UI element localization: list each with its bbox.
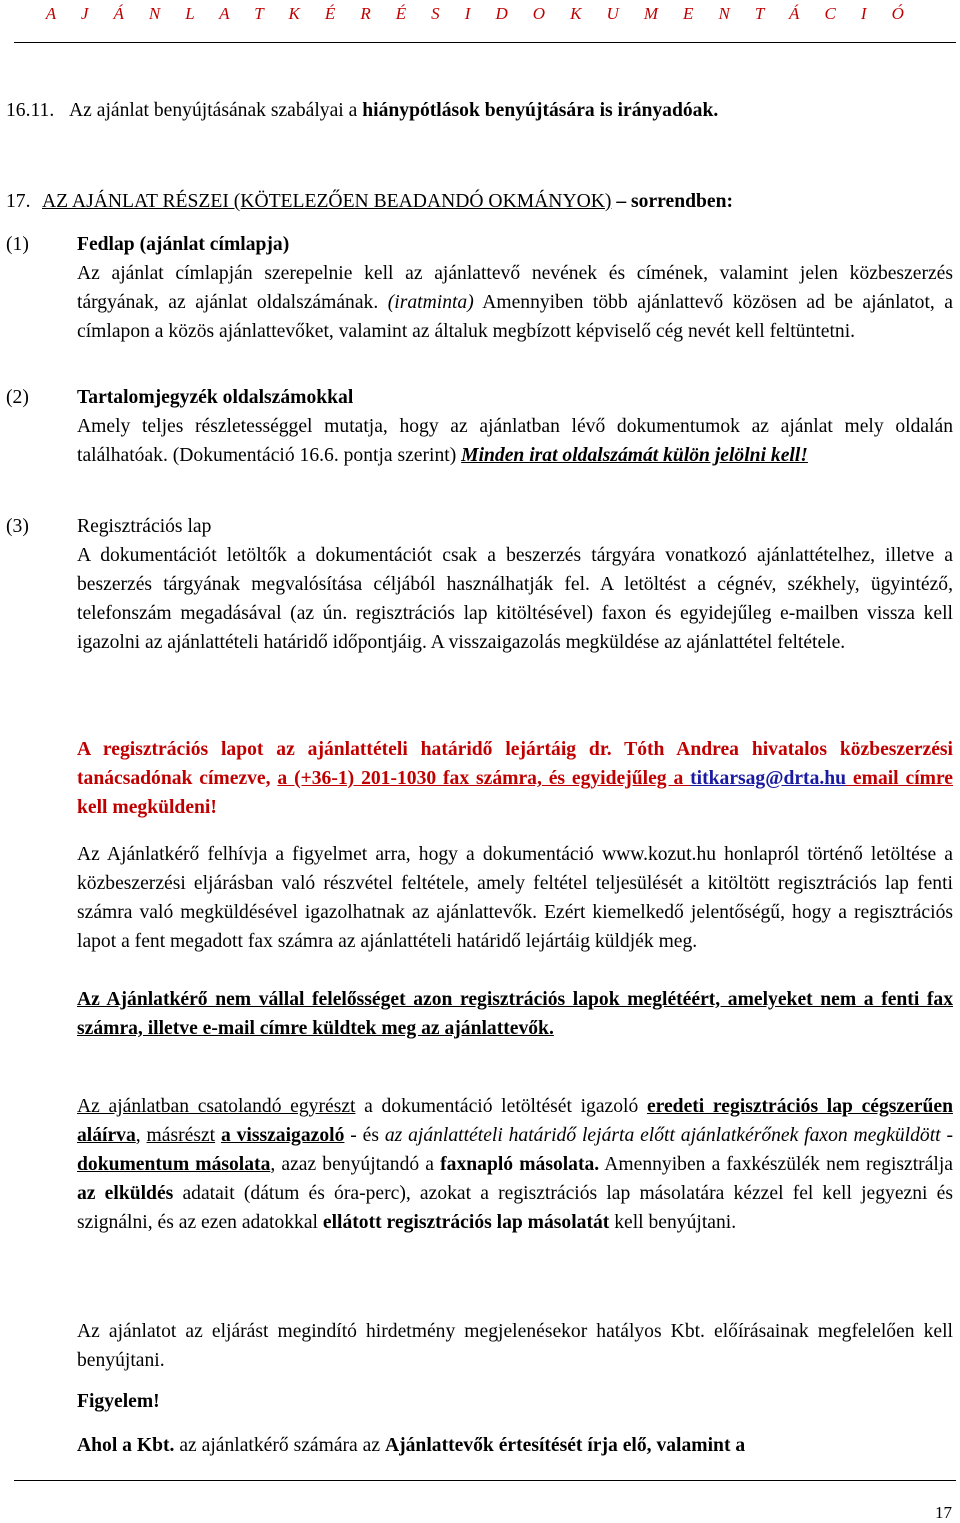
item-2-body: Amely teljes részletességgel mutatja, hogy az ajánlatban lévő dokumentumok az ajánlat mely oldalán találhatóak. (Dokumentáció 16.6. pontja szerint) Minden irat oldalszámát külön jelölni kell! [77, 416, 953, 466]
item-3 [77, 512, 953, 657]
section-16-11: Az ajánlat benyújtásának szabályai a hiánypótlások benyújtására is irányadóak. [69, 100, 719, 121]
item-3-title: Regisztrációs lap [77, 516, 212, 537]
header-rule [14, 42, 956, 43]
item-number: (2) [6, 387, 29, 408]
download-notice: Az Ajánlatkérő felhívja a figyelmet arra, hogy a dokumentáció www.kozut.hu honlapról történő letöltése a közbeszerzési eljárásban való részvétel feltétele, amely feltétel teljesülését a kitöltött regisztrációs lap fenti számra való megküldésével igazolhatnak az ajánlattevők. Ezért kiemelkedő jelentőségű, hogy a regisztrációs lapot a fent megadott fax számra az ajánlattételi határidő lejártáig küldjék meg. [77, 844, 953, 952]
item-2 [77, 383, 953, 470]
footer-rule [14, 1480, 956, 1481]
liability-notice: Az Ajánlatkérő nem vállal felelősséget azon regisztrációs lapok meglétéért, amelyeket nem a fenti fax számra, illetve e-mail címre küldtek meg az ajánlattevők. [77, 989, 953, 1039]
last-line: Ahol a Kbt. az ajánlatkérő számára az Ajánlattevők értesítését írja elő, valamint a [77, 1435, 746, 1456]
email-link[interactable]: titkarsag@drta.hu [690, 768, 847, 789]
item-1 [77, 230, 953, 346]
item-2-title: Tartalomjegyzék oldalszámokkal [77, 387, 354, 408]
section-17-title: AZ AJÁNLAT RÉSZEI (KÖTELEZŐEN BEADANDÓ OKMÁNYOK) – sorrendben: [42, 191, 734, 212]
item-1-title: Fedlap (ajánlat címlapja) [77, 234, 290, 255]
running-header: A J Á N L A T K É R É S I D O K U M E N T Á C I Ó [45, 4, 915, 23]
item-number: (1) [6, 234, 29, 255]
item-1-body: Az ajánlat címlapján szerepelnie kell az ajánlattevő nevének és címének, valamint jelen közbeszerzés tárgyának, az ajánlat oldalszámának. (iratminta) Amennyiben több ajánlattevő közösen ad be ajánlatot, a címlapon a közös ajánlattevőket, valamint az általuk megbízott képviselő cég nevét kell feltüntetni. [77, 263, 953, 342]
kbt-paragraph: Az ajánlatot az eljárást megindító hirdetmény megjelenésekor hatályos Kbt. előírásainak megfelelően kell benyújtani. [77, 1321, 953, 1371]
section-number: 17. [6, 191, 31, 212]
attachment-paragraph: Az ajánlatban csatolandó egyrészt a dokumentáció letöltését igazoló eredeti regisztrációs lap cégszerűen aláírva, másrészt a visszaigazoló - és az ajánlattételi határidő lejárta előtt ajánlatkérőnek faxon megküldött - dokumentum másolata, azaz benyújtandó a faxnapló másolata. Amennyiben a faxkészülék nem regisztrálja az elküldés adatait (dátum és óra-perc), azokat a regisztrációs lap másolatára kézzel fel kell jegyezni és szignálni, és az ezen adatokkal ellátott regisztrációs lap másolatát kell benyújtani. [77, 1096, 953, 1233]
page-number: 17 [935, 1503, 952, 1522]
item-3-body: A dokumentációt letöltők a dokumentációt csak a beszerzés tárgyára vonatkozó ajánlattételhez, illetve a beszerzés tárgyának megvalósítása céljából használhatják fel. A letöltést a cégnév, székhely, ügyintéző, telefonszám megadásával (az ún. regisztrációs lap kitöltésével) faxon és egyidejűleg e-mailben vissza kell igazolni az ajánlattételi határidő időpontjáig. A visszaigazolás megküldése az ajánlattétel feltétele. [77, 545, 953, 653]
section-number: 16.11. [6, 100, 55, 121]
registration-notice: A regisztrációs lapot az ajánlattételi határidő lejártáig dr. Tóth Andrea hivatalos közbeszerzési tanácsadónak címezve, a (+36-1) 201-1030 fax számra, és egyidejűleg a titkarsag@drta.hu email címre kell megküldeni! [77, 739, 953, 818]
attention-heading: Figyelem! [77, 1391, 160, 1412]
item-number: (3) [6, 516, 29, 537]
